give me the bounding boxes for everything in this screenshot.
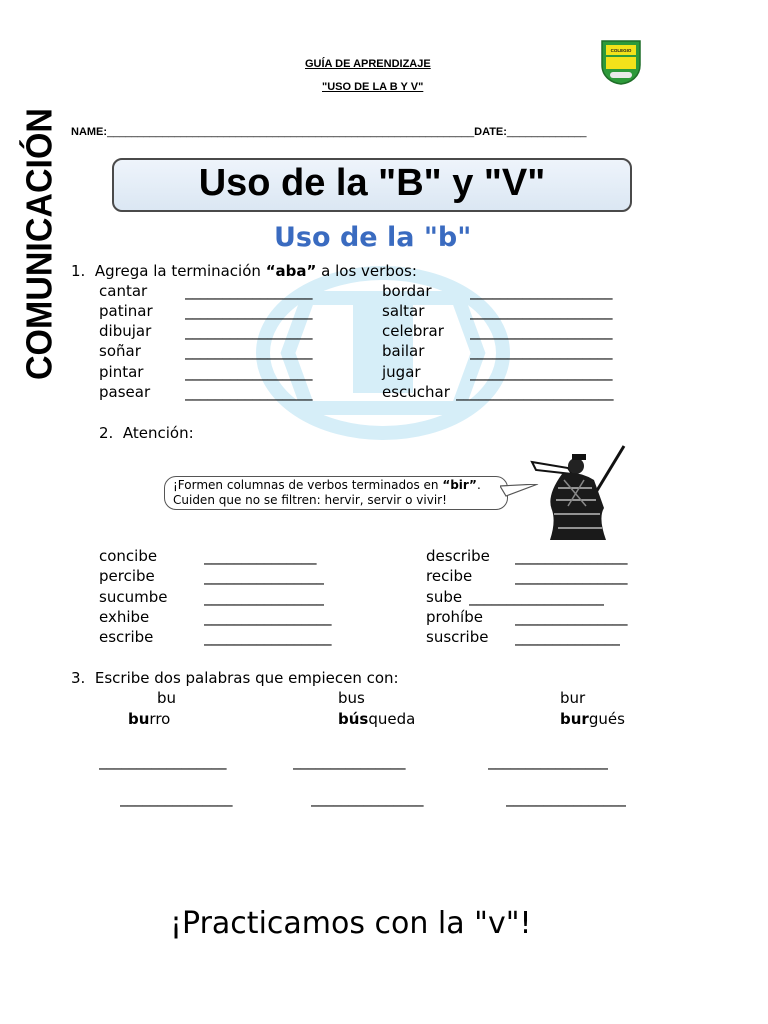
bubble-line-2: Cuiden que no se filtren: hervir, servir o vivir! [173, 493, 447, 507]
example-word-burgues: burgués [560, 710, 625, 728]
footer-heading: ¡Practicamos con la "v"! [170, 906, 532, 941]
verb-word: cantar [99, 282, 148, 300]
answer-blank[interactable]: _________________ [99, 752, 227, 770]
answer-blank[interactable]: _________________ [185, 363, 313, 381]
subject-side-label: COMUNICACIÓN [20, 108, 60, 380]
prefix-bus: bus [338, 689, 365, 707]
answer-blank[interactable]: _______________ [204, 547, 317, 565]
exercise1-instruction: 1. Agrega la terminación “aba” a los verbos: [71, 262, 417, 280]
example-word-burro: burro [128, 710, 171, 728]
answer-blank[interactable]: _______________ [311, 789, 424, 807]
verb-word: patinar [99, 302, 153, 320]
answer-blank[interactable]: ___________________ [470, 342, 613, 360]
verb-word: sucumbe [99, 588, 168, 606]
answer-blank[interactable]: ___________________ [470, 302, 613, 320]
verb-word: dibujar [99, 322, 152, 340]
answer-blank[interactable]: ________________ [506, 789, 626, 807]
verb-word: describe [426, 547, 490, 565]
verb-word: pintar [99, 363, 144, 381]
guide-title: GUÍA DE APRENDIZAJE [305, 58, 431, 70]
main-title-box [112, 158, 632, 212]
verb-word: exhibe [99, 608, 150, 626]
answer-blank[interactable]: _________________ [204, 608, 332, 626]
verb-word: celebrar [382, 322, 444, 340]
verb-word: escuchar [382, 383, 450, 401]
answer-blank[interactable]: _______________ [293, 752, 406, 770]
answer-blank[interactable]: _______________ [120, 789, 233, 807]
verb-word: percibe [99, 567, 155, 585]
answer-blank[interactable]: _________________ [185, 322, 313, 340]
name-label: NAME: [71, 126, 108, 138]
answer-blank[interactable]: _________________ [185, 302, 313, 320]
verb-word: pasear [99, 383, 151, 401]
verb-word: saltar [382, 302, 425, 320]
example-word-busqueda: búsqueda [338, 710, 416, 728]
answer-blank[interactable]: ________________ [204, 567, 324, 585]
answer-blank[interactable]: ___________________ [470, 282, 613, 300]
verb-word: suscribe [426, 628, 489, 646]
answer-blank[interactable]: ________________ [488, 752, 608, 770]
name-date-row [71, 126, 586, 138]
verb-word: jugar [382, 363, 421, 381]
section-subtitle: Uso de la "b" [274, 222, 472, 253]
answer-blank[interactable]: _________________ [185, 282, 313, 300]
verb-word: recibe [426, 567, 473, 585]
answer-blank[interactable]: ______________ [515, 628, 620, 646]
prefix-bur: bur [560, 689, 586, 707]
answer-blank[interactable]: _________________ [185, 342, 313, 360]
svg-text:COLEGIO: COLEGIO [610, 48, 632, 53]
answer-blank[interactable]: ___________________ [470, 363, 613, 381]
answer-blank[interactable]: _________________ [204, 628, 332, 646]
verb-word: prohíbe [426, 608, 483, 626]
speech-bubble [164, 476, 508, 510]
answer-blank[interactable]: _______________ [515, 608, 628, 626]
exercise3-instruction: 3. Escribe dos palabras que empiecen con: [71, 669, 399, 687]
verb-word: soñar [99, 342, 141, 360]
answer-blank[interactable]: ___________________ [470, 322, 613, 340]
answer-blank[interactable]: ________________ [204, 588, 324, 606]
verb-word: bailar [382, 342, 425, 360]
answer-blank[interactable]: _______________ [515, 567, 628, 585]
exercise2-instruction: 2. Atención: [99, 424, 194, 442]
name-field[interactable]: ____________________________________________________________ [107, 126, 475, 138]
verb-word: sube [426, 588, 463, 606]
school-crest-logo [600, 39, 642, 85]
date-field[interactable]: _____________ [506, 126, 587, 138]
main-title: Uso de la "B" y "V" [198, 162, 546, 204]
date-label: DATE: [474, 126, 507, 138]
verb-word: escribe [99, 628, 154, 646]
bubble-line-1: ¡Formen columnas de verbos terminados en “bir”. [173, 478, 481, 492]
answer-blank[interactable]: _______________ [515, 547, 628, 565]
verb-word: concibe [99, 547, 158, 565]
topic-title: "USO DE LA B Y V" [322, 81, 424, 93]
trumpeter-illustration-icon [528, 444, 628, 544]
answer-blank[interactable]: __________________ [469, 588, 604, 606]
verb-word: bordar [382, 282, 432, 300]
answer-blank[interactable]: _________________ [185, 383, 313, 401]
answer-blank[interactable]: _____________________ [456, 383, 614, 401]
prefix-bu: bu [157, 689, 177, 707]
